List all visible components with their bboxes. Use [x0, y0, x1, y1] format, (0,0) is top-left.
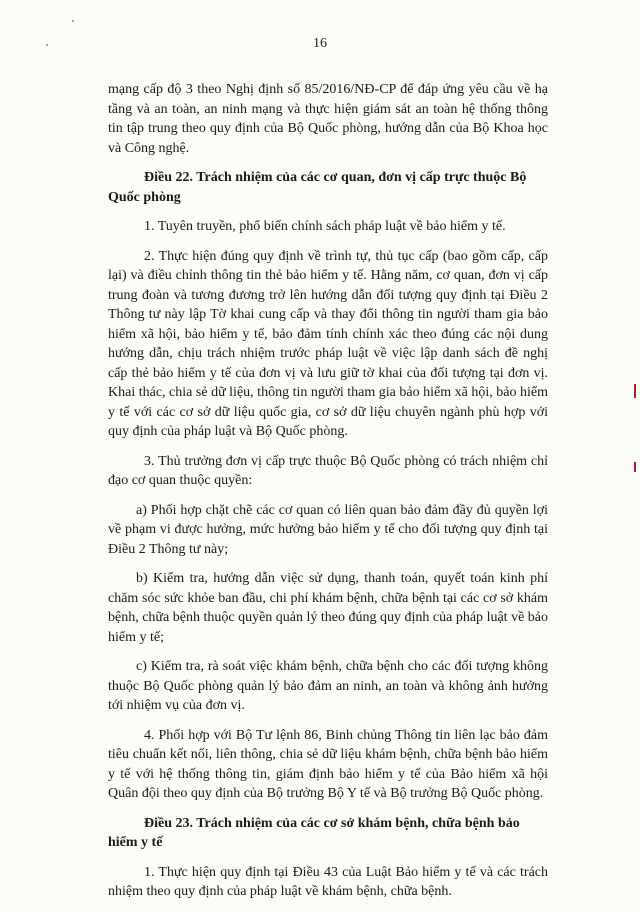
article-22-item-2: 2. Thực hiện đúng quy định về trình tự, thủ tục cấp (bao gồm cấp, cấp lại) và điều chỉnh thông tin thẻ bảo hiểm y tế. Hằng năm, cơ quan, đơn vị cấp trung đoàn và tương đương trở lên hướng dẫn đối tượng quy định tại Điều 2 Thông tư này lập Tờ khai cung cấp và thay đổi thông tin người tham gia bảo hiểm xã hội, bảo hiểm y tế, bảo đảm tính chính xác theo đúng các nội dung hướng dẫn, chịu trách nhiệm trước pháp luật về việc lập danh sách đề nghị cấp thẻ bảo hiểm y tế của đơn vị và lưu giữ tờ khai của đối tượng tại đơn vị. Khai thác, chia sẻ dữ liệu, thông tin người tham gia bảo hiểm xã hội, bảo hiểm y tế với các cơ sở dữ liệu quốc gia, cơ sở dữ liệu chuyên ngành phù hợp với quy định của pháp luật và Bộ Quốc phòng. — [108, 248, 548, 439]
article-22-item-3b: b) Kiểm tra, hướng dẫn việc sử dụng, thanh toán, quyết toán kinh phí chăm sóc sức khỏe ban đầu, chi phí khám bệnh, chữa bệnh tại các cơ sở khám bệnh, chữa bệnh thuộc quyền quản lý theo đúng quy định của pháp luật về bảo hiểm y tế; — [108, 571, 548, 645]
article-22-item-3a: a) Phối hợp chặt chẽ các cơ quan có liên quan bảo đảm đầy đủ quyền lợi về phạm vi được hưởng, mức hưởng bảo hiểm y tế cho đối tượng quy định tại Điều 2 Thông tư này; — [108, 502, 548, 557]
document-body — [108, 80, 548, 912]
article-22-item-1: 1. Tuyên truyền, phổ biến chính sách pháp luật về bảo hiểm y tế. — [144, 219, 506, 234]
article-23-item-1: 1. Thực hiện quy định tại Điều 43 của Luật Bảo hiểm y tế và các trách nhiệm theo quy định của pháp luật về khám bệnh, chữa bệnh. — [108, 864, 548, 899]
article-22-item-3c: c) Kiểm tra, rà soát việc khám bệnh, chữa bệnh cho các đối tượng không thuộc Bộ Quốc phòng quản lý bảo đảm an ninh, an toàn và không ảnh hưởng tới nhiệm vụ của đơn vị. — [108, 659, 548, 713]
article-23-heading: Điều 23. Trách nhiệm của các cơ sở khám bệnh, chữa bệnh bảo hiểm y tế — [108, 815, 520, 850]
paragraph-continuation: mạng cấp độ 3 theo Nghị định số 85/2016/NĐ-CP để đáp ứng yêu cầu về hạ tầng và an toàn, an ninh mạng và thực hiện giám sát an toàn hệ thống thông tin tập trung theo quy định của Bộ Quốc phòng, hướng dẫn của Bộ Khoa học và Công nghệ. — [108, 82, 548, 156]
article-22-item-4: 4. Phối hợp với Bộ Tư lệnh 86, Binh chủng Thông tin liên lạc bảo đảm tiêu chuẩn kết nối, liên thông, chia sẻ dữ liệu khám bệnh, chữa bệnh bảo hiểm y tế với hệ thống thông tin, giám định bảo hiểm y tế của Bảo hiểm xã hội Quân đội theo quy định của Bộ trưởng Bộ Y tế và Bộ trưởng Bộ Quốc phòng. — [108, 727, 548, 801]
margin-mark — [634, 384, 636, 398]
scan-speck — [72, 20, 74, 22]
article-22-heading: Điều 22. Trách nhiệm của các cơ quan, đơn vị cấp trực thuộc Bộ Quốc phòng — [108, 170, 527, 205]
page-number: 16 — [313, 36, 327, 51]
article-22-item-3: 3. Thủ trưởng đơn vị cấp trực thuộc Bộ Quốc phòng có trách nhiệm chỉ đạo cơ quan thuộc quyền: — [108, 453, 548, 488]
margin-mark — [634, 462, 636, 472]
